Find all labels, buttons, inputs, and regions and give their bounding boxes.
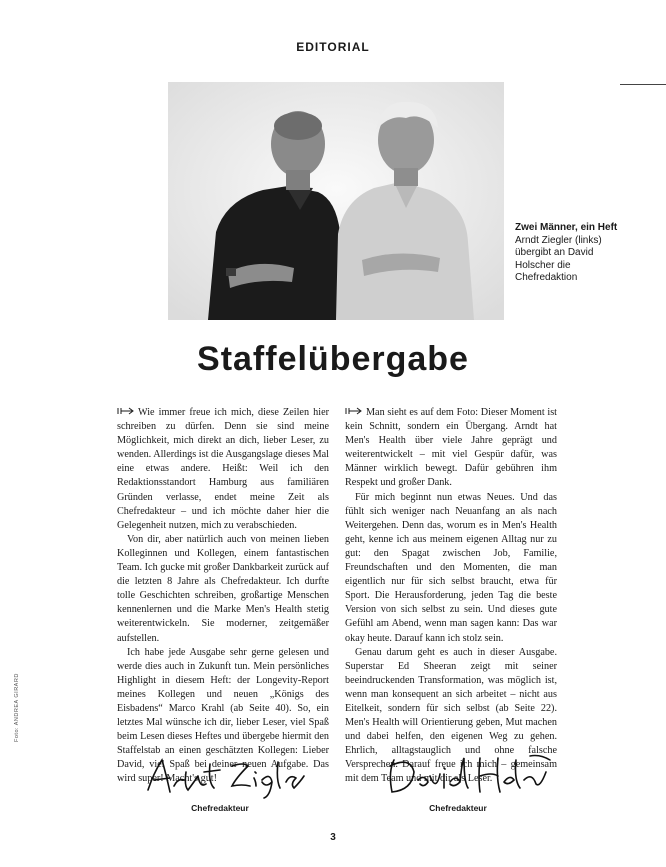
paragraph (345, 406, 557, 491)
paragraph-text: Man sieht es auf dem Foto: Dieser Moment ist kein Schnitt, sondern ein Übergang. Arndt hat Men's Health über viele Jahre geprägt und weiterentwickelt – mit viel Gespür dafür, was Männer wirklich bewegt. Dafür gebühren ihm Respekt und großer Dank. (345, 407, 557, 489)
signature-role-right: Chefredakteur (429, 803, 487, 813)
paragraph: Ich habe jede Ausgabe sehr gerne gelesen und werde dies auch in Zukunft tun. Mein persönliches Highlight in diesem Heft: der Longevity-Report meines Kollegen und neuen „Königs des Eisbadens“ Marco Krahl (ab Seite 40). So, ein letztes Mal wünsche ich dir, lieber Leser, viel Spaß beim Lesen dieses Heftes und übergebe hiermit den Staffelstab an einen geschätzten Kollegen: Lieber David, viel Spaß bei deiner neuen Aufgabe. Das wird super! Macht's gut! (117, 646, 329, 785)
margin-rule (620, 84, 666, 85)
section-label: EDITORIAL (296, 40, 370, 54)
arrow-icon (117, 407, 135, 415)
caption-title: Zwei Männer, ein Heft (515, 222, 618, 233)
signature-role-left: Chefredakteur (191, 803, 249, 813)
signature-arndt-ziegler (140, 752, 310, 802)
photo-caption (515, 222, 625, 285)
paragraph: Genau darum geht es auch in dieser Ausgabe. Superstar Ed Sheeran zeigt mit seiner beeindruckenden Transformation, was möglich ist, wenn man konsequent an sich arbeitet – nicht aus Eitelkeit, sondern für sich selbst (ab Seite 22). Men's Health will Orientierung geben, Mut machen und dabei helfen, den eigenen Weg zu gehen. Ehrlich, alltagstauglich und ohne falsche Versprechen. Darauf freue ich mich – gemeinsam mit dem Team und mit dir als Leser. (345, 646, 557, 785)
paragraph: Für mich beginnt nun etwas Neues. Und das fühlt sich weniger nach Neuanfang an als nach Weitergehen. Denn das, worum es in Men's Health geht, kenne ich aus meinem eigenen Alltag nur zu gut: den Spagat zwischen Job, Familie, Freundschaften und den Momenten, die man eigentlich nur für sich selbst braucht, etwa für Sport. Die Herausforderung, jeden Tag die beste Version von sich selbst zu sein. Und dieses gute Gefühl am Abend, wenn man sagen kann: Das war okay heute. Darauf kann ich stolz sein. (345, 491, 557, 644)
caption-body: Arndt Ziegler (links) übergibt an David Holscher die Chefredaktion (515, 234, 602, 283)
paragraph (117, 406, 329, 533)
headline: Staffelübergabe (197, 340, 469, 378)
editors-photo (168, 82, 504, 320)
photo-credit: Foto: ANDREA GIRARD (14, 673, 20, 742)
right-column (345, 406, 557, 787)
arrow-icon (345, 407, 363, 415)
left-column (117, 406, 329, 787)
page-number: 3 (330, 832, 336, 843)
signature-david-holscher (380, 752, 555, 802)
paragraph-text: Wie immer freue ich mich, diese Zeilen hier schreiben zu dürfen. Denn sie sind meine Möglichkeit, mich direkt an dich, lieber Leser, zu wenden. Allerdings ist die Ausgangslage dieses Mal eine etwas andere. Heißt: Weil ich den Redaktionsstandort Hamburg aus familiären Gründen verlasse, endet meine Zeit als Chefredakteur – und ich möchte daher hier die Gelegenheit nutzen, mich zu verabschieden. (117, 407, 329, 531)
paragraph: Von dir, aber natürlich auch von meinen lieben Kolleginnen und Kollegen, einem fantastischen Team. Ich gucke mit großer Dankbarkeit zurück auf die letzten 8 Jahre als Chefredakteur. Ich durfte tolle Geschichten schreiben, großartige Menschen kennenlernen und die Marke Men's Health stetig weiterentwickeln. Sie moderner, zeitgemäßer aufstellen. (117, 533, 329, 644)
